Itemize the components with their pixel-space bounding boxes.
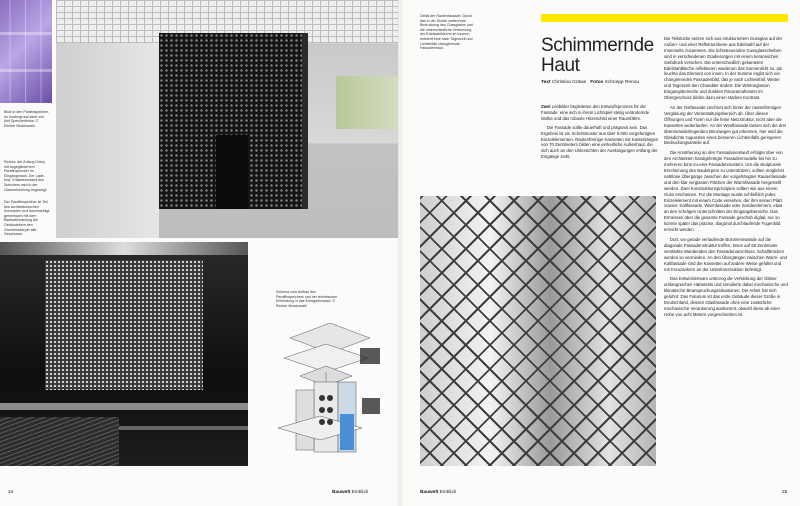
folio-number: 25 xyxy=(782,490,788,495)
accent-yellow-bar xyxy=(541,14,788,22)
article-headline xyxy=(541,36,654,76)
photo-lobby-facade-cube xyxy=(56,0,398,238)
atrium-balustrade xyxy=(0,403,248,410)
caption-lower: Der Paraffinspeicher ist Teil des architektonischen Konzeptes und durchschlägt gemeinsam mit dem Basiswühnaufzug die Gebäudekern den Grundrisskörper alle Geschosse. xyxy=(4,200,50,237)
body-paragraph-5: Das Entwicklerteam unterzog die Verklebung der Gläser umfangreichen Härtetests und simulierte dabei mechanische und klimatische Beanspruchungssituationen. Die Arbeit hat sich gelohnt: Das Futurium ist das erste Gebäude dieser Größe in Deutschland, dessen Glasfassade ohne eine zusätzliche mechanische Verankerung auskommt, obwohl diese ab einer Höhe von acht Metern vorgeschrieben ist. xyxy=(664,276,788,317)
folio-section: Einblick xyxy=(351,490,369,495)
byline-photo-label: Fotos xyxy=(590,80,604,85)
folio-left xyxy=(8,490,13,495)
atrium-dotted-panel xyxy=(45,260,204,390)
folio-brand: Bauwelt xyxy=(332,490,351,495)
caption-diagram: Schema zum Aufbau des Paraffinspeichers und der technischen Einbindung in das Energiekonzept. © Richter Musikowski xyxy=(276,290,338,308)
body-column xyxy=(664,36,788,322)
caption-facade-detail: Detail der Rautenfassade: Durch das in der Dichte variierende Bedruckung des Gussglases und die unterschiedliche Verformung der Edelstahlbleche im Inneren entsteht eine nach Tageszeit und Lichteinfall changierende Fassadenhaut. xyxy=(420,14,473,51)
body-paragraph-3: Die Annäherung an den Fassadenentwurf erfolgte über von den Architekten handgefertigte Fassadenmodelle bis hin zu mehreren Eins-zu-eins-Fassadenmustern. Um die skulpturale Erscheinung des Baukörpers zu unterstützen, sollten möglichst nahtlose Übergänge zwischen der vorgehängten Rautenfassade und den klar verglasten Flächen der Warmfassade hergestellt werden. Zwei Konstruktionsprinzipien sollten wie aus einem Guss erscheinen. Für die Montage wurde schließlich jedes Einzelelement mit einem Code versehen, der ihm seinen Platz zuwies: Kaltfassade, Warmfassade oder Sonderelement, etwa an den schrägen Unterschnitten der Eingangsbereiche. Das Ermessen über die gesamte Fassade geschah digital, nur so konnte später das präzise, diagonal durchlaufende Fugenbild erreicht werden. xyxy=(664,150,787,233)
photo-ceiling-paraffin-store xyxy=(0,0,52,103)
atrium-skylight xyxy=(0,242,248,255)
intro-paragraph-1 xyxy=(541,104,659,122)
atrium-stairs xyxy=(0,417,119,466)
photo-dark-atrium xyxy=(0,242,248,466)
cube-door xyxy=(216,135,248,209)
byline-text-name: Christina Gräwe xyxy=(551,80,587,85)
right-page xyxy=(402,0,800,506)
photo-diamond-facade xyxy=(420,196,656,466)
caption-ceiling: Blick in den Parafinspeicher, im Vordergrund einer von fünf Speicherfenks. © Richter Musikowski xyxy=(4,110,50,128)
byline-text-label: Text xyxy=(541,80,551,85)
headline-line-2: Haut xyxy=(541,55,580,76)
exploded-axonometric-diagram xyxy=(270,318,388,468)
headline-line-1: Schimmernde xyxy=(541,35,654,56)
folio-section: Einblick xyxy=(439,490,457,495)
body-paragraph-4: Dort, wo gerade verlaufende Bürotrennwände auf die diagonale Fassadenstruktur treffen, lösen auf 60 Zentimeter verstärkte Wandenden den Fassadenanschluss. Schallbrücken werden so vermieden. An den Übergängen zwischen Warm- und Kaltfassade sind die Kassetten auf andere Weise gefaltet und mit Kreuzankern an der Unterkonstruktion befestigt. xyxy=(664,237,787,272)
intro-column xyxy=(541,104,659,163)
folio-brand: Bauwelt xyxy=(420,490,439,495)
intro-paragraph-2: Die Fassade sollte dauerhaft und prägnant sein. Das Ergebnis ist ein Schnittmuster aus über 6.000 vorgefertigten Einzelelementen. Rautenförmige Kassetten mit Kantenlängen von 70 Zentimetern bilden eine einheitliche Außenhaut, die sich auch an den Untersichten der Auskragungen entlang der Eingänge zieht. xyxy=(541,124,659,160)
byline-photo-name: Schnepp Renou xyxy=(604,80,640,85)
left-page xyxy=(0,0,398,506)
dotted-facade-cube xyxy=(159,33,303,209)
caption-lobby: Rechts: der Aufzug Dirko) mit angegliedertem Parafinspeicher im Eingangshaus. Der Lade- bzw. Entladezustand des Speichers wird in der Glasverkleidung angezeigt. xyxy=(4,160,48,192)
body-paragraph-1: Die Teilstücke setzen sich aus strukturiertem Gussglas auf der Außen- und einer Reflektorebene aus Edelstahl auf der Innenseite zusammen. Die lichtstreuenden Gussglasscheiben sind in verschiedenen Gradierungen mit einem keramischen Siebdruck versehen. Die unterschiedlich gekanteten Edelstahlbleche reflektieren wiederum das Sonnenlicht so, als leuchte das Element von innen. In der Summe ergibt sich ein changierendes Fassadenbild, das je nach Lichteinfall, Wetter und Tageszeit den Charakter ändert. Die Wärmeglasion Eingangsbereiche und dunklen Panoramafenster im Obergeschoss bilden dazu einen starken Kontrast. xyxy=(664,36,783,101)
folio-brand-left xyxy=(332,490,368,495)
body-paragraph-2: An der Ostfassade zeichnet sich hinter der rautenförmigen Verglasung der Veranstaltungsbereich ab. Über diesen Öffnungen und Türen nur die feine Netzstruktur, nicht aber die Kassetten weiterlaufen. An der Westfassade lassen sich die drei übereinanderliegenden Bürowegen gut erkennen, hier wird die Glasdichte zugunsten eines besseren Lichteinfalls geringeren Bedruckungsanteile auf. xyxy=(664,104,786,146)
side-wall xyxy=(56,43,159,238)
intro-text-1: Leitbilder begleiteten den Entwurfsprozess für die Fassade: eine sich in ihrem Lichtspiel stetig verändernde Wolke und das robuste Hitzeschild einer Raumfähre. xyxy=(541,104,650,121)
folio-brand-right xyxy=(420,490,456,495)
folio-number: 24 xyxy=(8,490,14,495)
green-wall xyxy=(336,76,398,128)
byline xyxy=(541,80,639,85)
intro-lead: Zwei xyxy=(541,104,551,109)
folio-right xyxy=(782,490,787,495)
